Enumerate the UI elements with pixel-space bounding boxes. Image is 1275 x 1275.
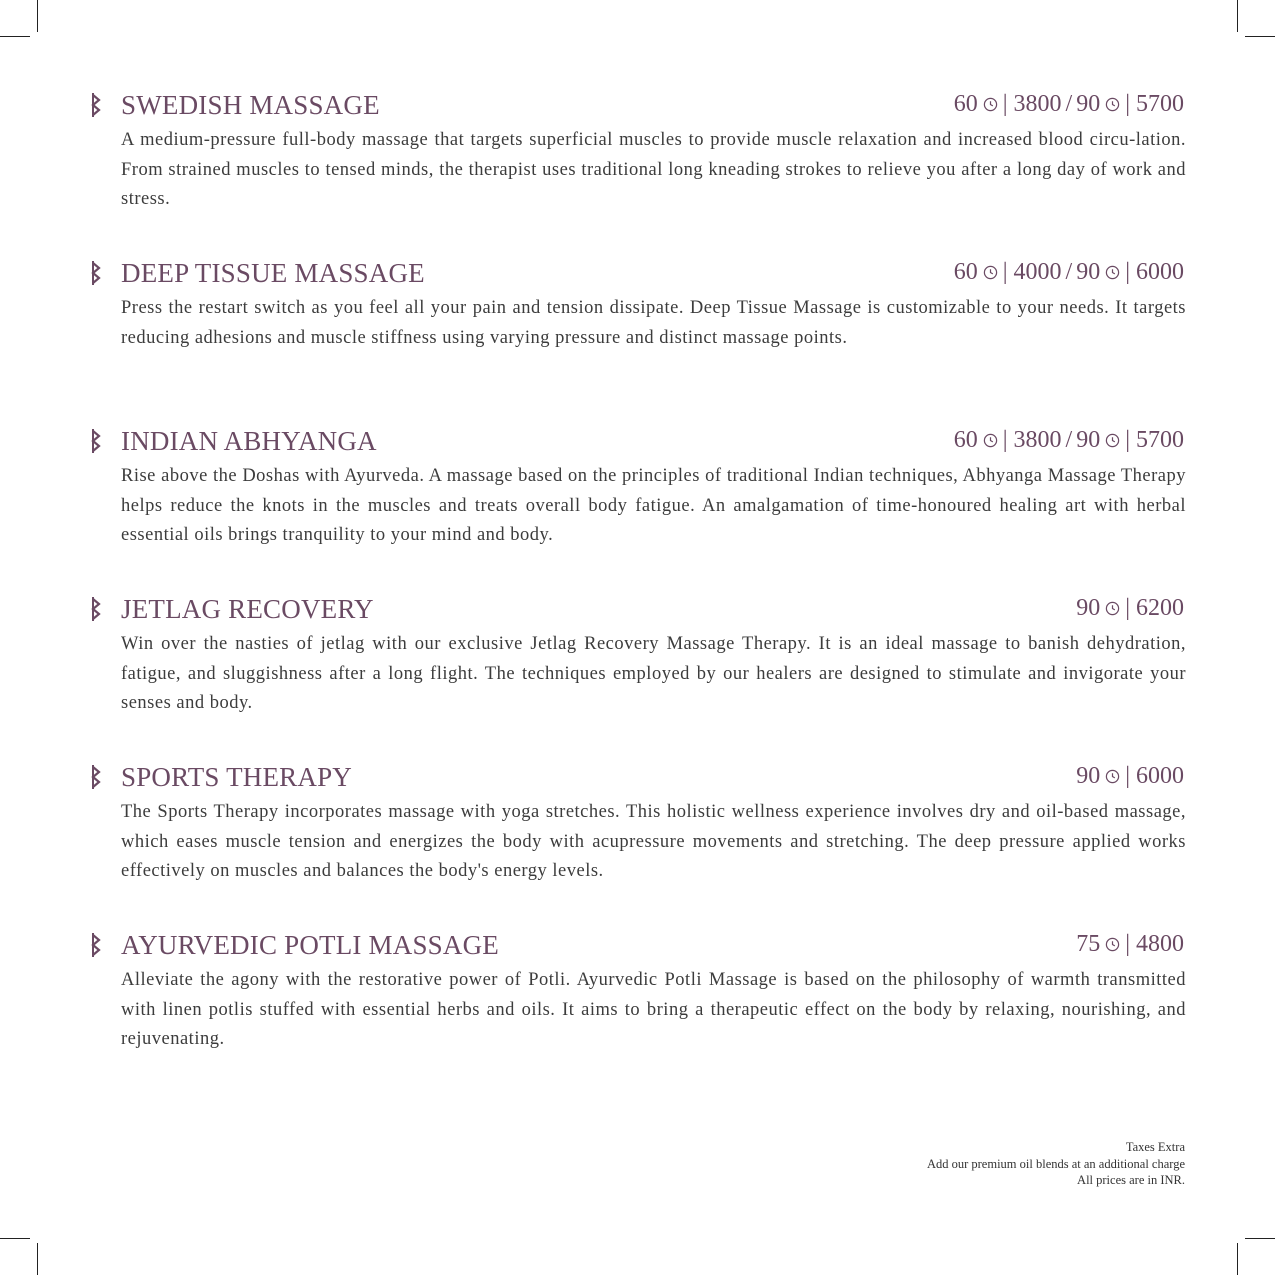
menu-item [90, 256, 1186, 424]
crop-mark [1245, 36, 1275, 37]
menu-item-header [90, 424, 1186, 458]
duration-minutes: 75 [1076, 931, 1101, 957]
clock-icon [983, 97, 998, 112]
price-amount: 5700 [1136, 427, 1184, 453]
ornament-icon [90, 260, 102, 286]
clock-icon [983, 433, 998, 448]
crop-mark [1245, 1238, 1275, 1239]
ornament-icon [90, 596, 102, 622]
menu-item-header [90, 256, 1186, 290]
footer-currency: All prices are in INR. [1077, 1173, 1185, 1187]
price-amount: 3800 [1013, 427, 1062, 453]
menu-item-description: Press the restart switch as you feel all your pain and tension dissipate. Deep Tissue Massage is customizable to your needs. It targets reducing adhesions and muscle stiffness using varying pressure and distinct massage points. [121, 298, 1186, 348]
duration-minutes: 90 [1076, 91, 1101, 117]
menu-item [90, 88, 1186, 256]
menu-item-header [90, 592, 1186, 626]
menu-item-price [954, 424, 1184, 456]
duration-minutes: 60 [953, 259, 978, 285]
menu-item-title: AYURVEDIC POTLI MASSAGE [121, 930, 499, 960]
clock-icon [1105, 601, 1120, 616]
menu-item-title: SWEDISH MASSAGE [121, 90, 380, 120]
treatment-menu [90, 88, 1186, 1096]
menu-item-title: JETLAG RECOVERY [121, 594, 374, 624]
clock-icon [1105, 937, 1120, 952]
duration-minutes: 90 [1076, 595, 1101, 621]
menu-item [90, 424, 1186, 592]
price-divider: | [1125, 427, 1130, 453]
duration-minutes: 60 [953, 91, 978, 117]
price-divider: | [1125, 91, 1130, 117]
menu-item-description: Alleviate the agony with the restorative power of Potli. Ayurvedic Potli Massage is based on the philosophy of warmth transmitted with linen potlis stuffed with essential herbs and oils. It aims to bring a therapeutic effect on the body by relaxing, nourishing, and rejuvenating. [121, 970, 1186, 1049]
price-amount: 6000 [1136, 259, 1184, 285]
clock-icon [1105, 265, 1120, 280]
price-divider: | [1125, 931, 1130, 957]
menu-item-title: DEEP TISSUE MASSAGE [121, 258, 425, 288]
menu-item-header [90, 88, 1186, 122]
menu-item-header [90, 760, 1186, 794]
menu-item-title: INDIAN ABHYANGA [121, 426, 377, 456]
crop-mark [1237, 0, 1238, 32]
clock-icon [1105, 433, 1120, 448]
price-divider: | [1125, 595, 1130, 621]
menu-item-price [954, 88, 1184, 120]
menu-item-description: A medium-pressure full-body massage that targets superficial muscles to provide muscle relaxation and increased blood circu-lation. From strained muscles to tensed minds, the therapist uses traditional long kneading strokes to relieve you after a long day of work and stress. [121, 130, 1186, 209]
duration-minutes: 90 [1076, 427, 1101, 453]
crop-mark [0, 36, 30, 37]
crop-mark [37, 1243, 38, 1275]
menu-item-price [954, 256, 1184, 288]
menu-item-description: Rise above the Doshas with Ayurveda. A massage based on the principles of traditional Indian techniques, Abhyanga Massage Therapy helps reduce the knots in the muscles and treats overall body fatigue. An amalgamation of time-honoured healing art with herbal essential oils brings tranquility to your mind and body. [121, 466, 1186, 545]
footer-oil-blends: Add our premium oil blends at an additional charge [926, 1156, 1185, 1171]
menu-item-title: SPORTS THERAPY [121, 762, 352, 792]
clock-icon [983, 265, 998, 280]
menu-item-description: The Sports Therapy incorporates massage with yoga stretches. This holistic wellness experience involves dry and oil-based massage, which eases muscle tension and energizes the body with acupressure movements and stretching. The deep pressure applied works effectively on muscles and balances the body's energy levels. [121, 802, 1186, 881]
crop-mark [0, 1238, 30, 1239]
crop-mark [1237, 1243, 1238, 1275]
menu-item [90, 760, 1186, 928]
price-amount: 6000 [1136, 763, 1184, 789]
menu-item [90, 928, 1186, 1096]
menu-item-price [1076, 760, 1184, 792]
menu-item-header [90, 928, 1186, 962]
ornament-icon [90, 428, 102, 454]
footer-notes [927, 1139, 1185, 1189]
price-separator: / [1065, 427, 1073, 453]
ornament-icon [90, 932, 102, 958]
menu-item [90, 592, 1186, 760]
price-divider: | [1002, 427, 1008, 453]
ornament-icon [90, 764, 102, 790]
price-amount: 4000 [1013, 259, 1062, 285]
duration-minutes: 60 [953, 427, 978, 453]
menu-item-price [1076, 928, 1184, 960]
price-separator: / [1065, 91, 1073, 117]
price-amount: 5700 [1136, 91, 1184, 117]
menu-item-price [1076, 592, 1184, 624]
clock-icon [1105, 97, 1120, 112]
price-divider: | [1002, 259, 1008, 285]
price-amount: 6200 [1136, 595, 1184, 621]
footer-taxes: Taxes Extra [1125, 1140, 1185, 1154]
duration-minutes: 90 [1076, 259, 1101, 285]
menu-item-description: Win over the nasties of jetlag with our exclusive Jetlag Recovery Massage Therapy. It is an ideal massage to banish dehydration, fatigue, and sluggishness after a long flight. The techniques employed by our healers are designed to stimulate and invigorate your senses and body. [121, 634, 1186, 713]
price-amount: 4800 [1136, 931, 1184, 957]
price-separator: / [1065, 259, 1073, 285]
ornament-icon [90, 92, 102, 118]
price-divider: | [1002, 91, 1008, 117]
price-divider: | [1125, 259, 1130, 285]
duration-minutes: 90 [1076, 763, 1101, 789]
price-divider: | [1125, 763, 1130, 789]
crop-mark [37, 0, 38, 32]
price-amount: 3800 [1013, 91, 1062, 117]
clock-icon [1105, 769, 1120, 784]
